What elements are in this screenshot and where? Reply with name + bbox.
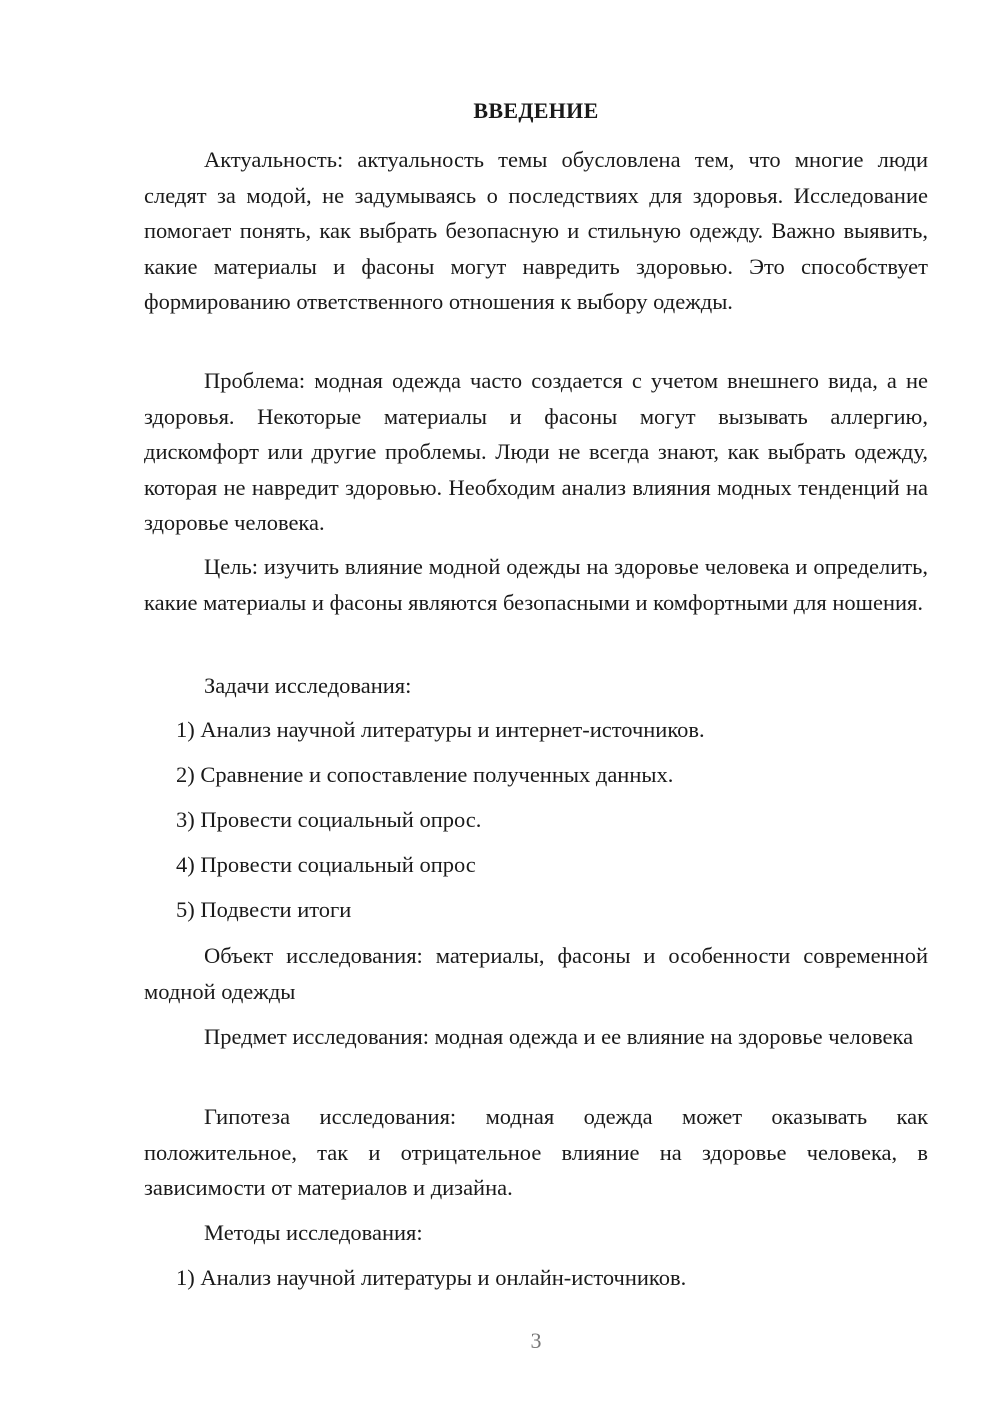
paragraph-object: Объект исследования: материалы, фасоны и особенности современной модной одежды: [144, 943, 928, 1004]
paragraph-hypothesis: Гипотеза исследования: модная одежда может оказывать как положительное, так и отрицательное влияние на здоровье человека, в зависимости от материалов и дизайна.: [144, 1104, 928, 1201]
paragraph-goal: Цель: изучить влияние модной одежды на здоровье человека и определить, какие материалы и фасоны являются безопасными и комфортными для ношения.: [144, 554, 928, 615]
task-item-4: 4) Провести социальный опрос: [176, 852, 476, 877]
task-item-5: 5) Подвести итоги: [176, 897, 352, 922]
section-title: ВВЕДЕНИЕ: [473, 98, 599, 123]
paragraph-subject: Предмет исследования: модная одежда и ее влияние на здоровье человека: [204, 1024, 914, 1049]
task-item-1: 1) Анализ научной литературы и интернет-источников.: [176, 717, 705, 742]
page-number: 3: [530, 1328, 542, 1353]
method-item-1: 1) Анализ научной литературы и онлайн-источников.: [176, 1265, 687, 1290]
task-item-3: 3) Провести социальный опрос.: [176, 807, 482, 832]
paragraph-relevance: Актуальность: актуальность темы обусловлена тем, что многие люди следят за модой, не задумываясь о последствиях для здоровья. Исследование помогает понять, как выбрать безопасную и стильную одежду. Важно выявить, какие материалы и фасоны могут навредить здоровью. Это способствует формированию ответственного отношения к выбору одежды.: [144, 147, 928, 315]
paragraph-problem: Проблема: модная одежда часто создается с учетом внешнего вида, а не здоровья. Некоторые материалы и фасоны могут вызывать аллергию, дискомфорт или другие проблемы. Люди не всегда знают, как выбрать одежду, которая не навредит здоровью. Необходим анализ влияния модных тенденций на здоровье человека.: [144, 368, 928, 536]
methods-heading: Методы исследования:: [204, 1220, 423, 1245]
task-item-2: 2) Сравнение и сопоставление полученных данных.: [176, 762, 674, 787]
tasks-heading: Задачи исследования:: [204, 673, 412, 698]
